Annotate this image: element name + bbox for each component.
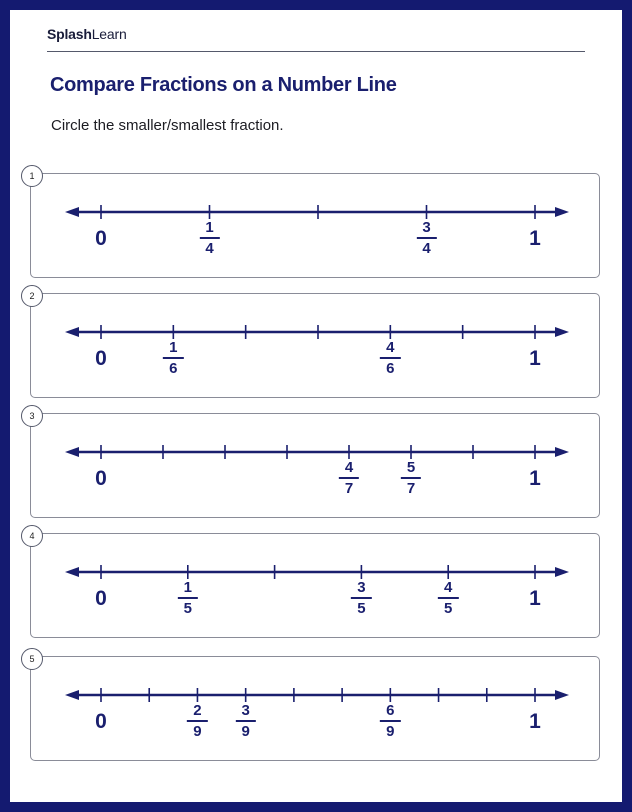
fraction-denominator: 6 <box>386 360 395 377</box>
problem-1 <box>30 173 600 278</box>
fraction-numerator: 5 <box>406 459 416 476</box>
fraction-denominator: 9 <box>241 723 250 740</box>
end-label: 1 <box>529 347 541 370</box>
fraction-numerator: 1 <box>205 219 214 236</box>
question-number-badge: 4 <box>21 525 43 547</box>
fraction-bar <box>339 477 359 479</box>
question-number-badge: 3 <box>21 405 43 427</box>
fraction-bar <box>235 720 255 722</box>
fraction-bar <box>401 477 421 479</box>
fraction-label[interactable] <box>416 219 436 257</box>
fraction-label[interactable] <box>339 459 359 497</box>
fraction-numerator: 2 <box>193 702 202 719</box>
fraction-denominator: 5 <box>183 600 192 617</box>
end-label: 1 <box>529 710 541 733</box>
fraction-numerator: 3 <box>241 702 250 719</box>
problem-5 <box>30 656 600 761</box>
fraction-bar <box>380 720 400 722</box>
left-arrow-icon <box>65 690 79 700</box>
fraction-denominator: 9 <box>193 723 202 740</box>
fraction-denominator: 6 <box>169 360 178 377</box>
fraction-bar <box>380 357 400 359</box>
fraction-bar <box>351 597 371 599</box>
start-label: 0 <box>95 710 107 733</box>
number-line <box>31 657 601 762</box>
fraction-label[interactable] <box>163 339 183 377</box>
fraction-numerator: 4 <box>444 579 453 596</box>
question-number-badge: 1 <box>21 165 43 187</box>
logo-bold-text: Splash <box>47 26 92 42</box>
fraction-label[interactable] <box>380 339 400 377</box>
fraction-label[interactable] <box>178 579 198 617</box>
fraction-label[interactable] <box>187 702 207 740</box>
page-title: Compare Fractions on a Number Line <box>50 74 397 96</box>
right-arrow-icon <box>555 567 569 577</box>
left-arrow-icon <box>65 327 79 337</box>
problem-2 <box>30 293 600 398</box>
fraction-denominator: 5 <box>357 600 366 617</box>
right-arrow-icon <box>555 690 569 700</box>
logo-regular-text: Learn <box>91 26 127 42</box>
fraction-numerator: 6 <box>386 702 395 719</box>
fraction-denominator: 7 <box>344 480 354 497</box>
right-arrow-icon <box>555 327 569 337</box>
fraction-bar <box>187 720 207 722</box>
start-label: 0 <box>95 347 107 370</box>
start-label: 0 <box>95 227 107 250</box>
right-arrow-icon <box>555 207 569 217</box>
problem-3 <box>30 413 600 518</box>
number-line <box>31 174 601 279</box>
header-divider <box>47 51 585 52</box>
fraction-label[interactable] <box>438 579 458 617</box>
left-arrow-icon <box>65 447 79 457</box>
number-line <box>31 294 601 399</box>
end-label: 1 <box>529 587 541 610</box>
fraction-denominator: 4 <box>205 240 214 257</box>
start-label: 0 <box>95 587 107 610</box>
fraction-bar <box>163 357 183 359</box>
fraction-label[interactable] <box>235 702 255 740</box>
fraction-denominator: 7 <box>406 480 416 497</box>
right-arrow-icon <box>555 447 569 457</box>
left-arrow-icon <box>65 207 79 217</box>
problem-4 <box>30 533 600 638</box>
fraction-denominator: 4 <box>422 240 431 257</box>
fraction-numerator: 4 <box>386 339 395 356</box>
fraction-denominator: 5 <box>444 600 453 617</box>
fraction-denominator: 9 <box>386 723 395 740</box>
fraction-bar <box>416 237 436 239</box>
fraction-label[interactable] <box>351 579 371 617</box>
question-number-badge: 5 <box>21 648 43 670</box>
fraction-bar <box>438 597 458 599</box>
left-arrow-icon <box>65 567 79 577</box>
fraction-label[interactable] <box>199 219 219 257</box>
instruction-text: Circle the smaller/smallest fraction. <box>51 117 284 134</box>
question-number-badge: 2 <box>21 285 43 307</box>
end-label: 1 <box>529 227 541 250</box>
number-line <box>31 534 601 639</box>
worksheet-page <box>10 10 622 802</box>
fraction-numerator: 1 <box>169 339 178 356</box>
fraction-numerator: 3 <box>422 219 431 236</box>
start-label: 0 <box>95 467 107 490</box>
fraction-bar <box>178 597 198 599</box>
fraction-numerator: 1 <box>183 579 192 596</box>
number-line <box>31 414 601 519</box>
end-label: 1 <box>529 467 541 490</box>
fraction-numerator: 4 <box>344 459 354 476</box>
fraction-bar <box>199 237 219 239</box>
splashlearn-logo <box>47 26 127 42</box>
fraction-numerator: 3 <box>357 579 366 596</box>
fraction-label[interactable] <box>380 702 400 740</box>
fraction-label[interactable] <box>401 459 421 497</box>
